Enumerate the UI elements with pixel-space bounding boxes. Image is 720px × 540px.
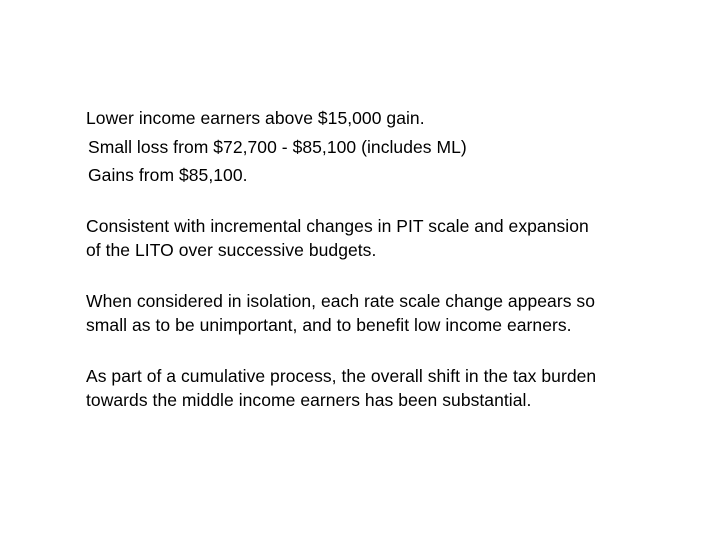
cumulative-paragraph-line-2: towards the middle income earners has been substantial. bbox=[86, 390, 532, 410]
isolation-paragraph-line-2: small as to be unimportant, and to benefit low income earners. bbox=[86, 315, 572, 335]
cumulative-paragraph-line-1: As part of a cumulative process, the overall shift in the tax burden bbox=[86, 366, 597, 386]
gain-threshold-line: Lower income earners above $15,000 gain. bbox=[86, 108, 425, 128]
gains-line: Gains from $85,100. bbox=[88, 165, 248, 185]
isolation-paragraph-line-1: When considered in isolation, each rate scale change appears so bbox=[86, 291, 596, 311]
small-loss-line: Small loss from $72,700 - $85,100 (includes ML) bbox=[88, 137, 467, 157]
consistent-paragraph-line-1: Consistent with incremental changes in PIT scale and expansion bbox=[86, 216, 589, 236]
consistent-paragraph-line-2: of the LITO over successive budgets. bbox=[86, 240, 377, 260]
